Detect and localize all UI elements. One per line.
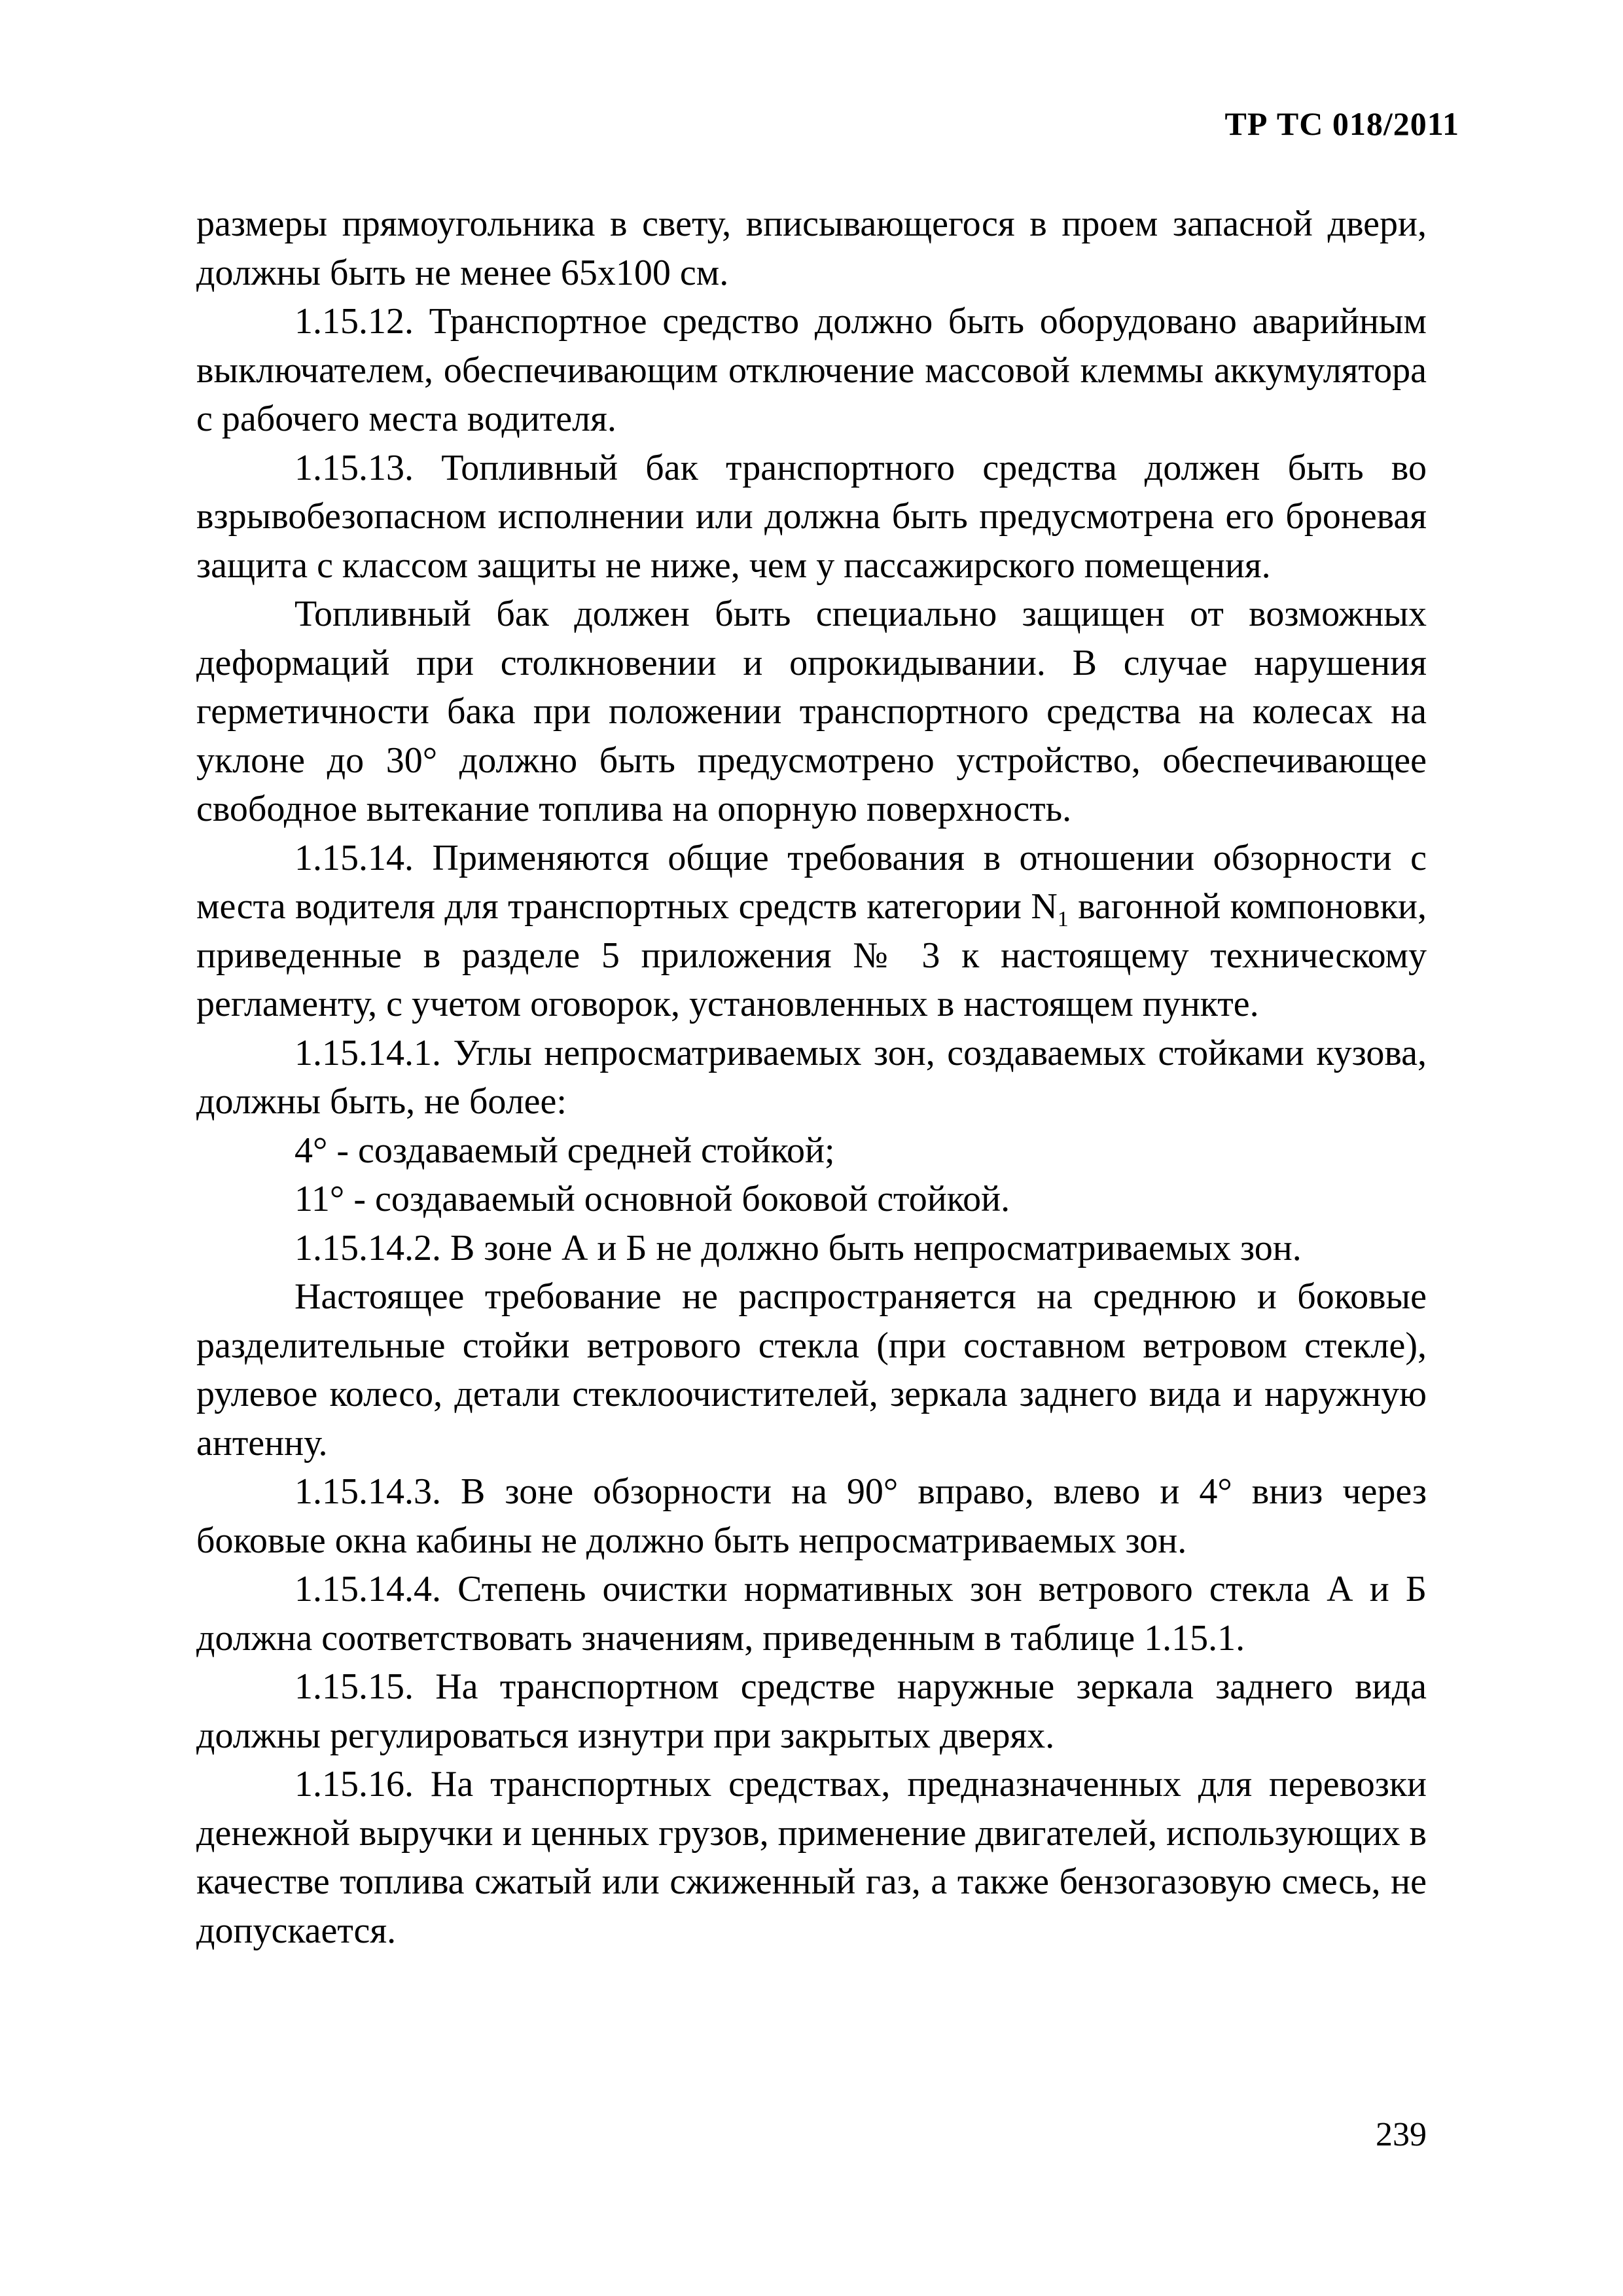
category-subscript: 1: [1057, 907, 1069, 932]
paragraph-1-15-14-1: 1.15.14.1. Углы непросматриваемых зон, создаваемых стойками кузова, должны быть, не более:: [196, 1032, 1427, 1122]
paragraph-1-15-15: 1.15.15. На транспортном средстве наружные зеркала заднего вида должны регулироваться изнутри при закрытых дверях.: [196, 1666, 1427, 1756]
document-body: [196, 200, 1427, 1955]
paragraph-1-15-13: 1.15.13. Топливный бак транспортного средства должен быть во взрывобезопасном исполнении или должна быть предусмотрена его броневая защита с классом защиты не ниже, чем у пассажирского помещения.: [196, 447, 1427, 586]
paragraph-1-15-14: [196, 834, 1427, 1029]
paragraph-1-15-14-4: 1.15.14.4. Степень очистки нормативных зон ветрового стекла А и Б должна соответствовать значениям, приведенным в таблице 1.15.1.: [196, 1569, 1427, 1659]
paragraph-1-15-14-text-start: 1.15.14. Применяются общие требования в отношении обзорности с места водителя для транспортных средств категории N: [196, 837, 1427, 927]
paragraph-angle-middle-pillar: 4° - создаваемый средней стойкой;: [294, 1130, 835, 1171]
paragraph-1-15-12: 1.15.12. Транспортное средство должно быть оборудовано аварийным выключателем, обеспечивающим отключение массовой клеммы аккумулятора с рабочего места водителя.: [196, 301, 1427, 439]
paragraph-1-15-14-3: 1.15.14.3. В зоне обзорности на 90° вправо, влево и 4° вниз через боковые окна кабины не должно быть непросматриваемых зон.: [196, 1471, 1427, 1561]
paragraph-requirement-exception: Настоящее требование не распространяется на среднюю и боковые разделительные стойки ветрового стекла (при составном ветровом стекле), рулевое колесо, детали стеклоочистителей, зеркала заднего вида и наружную антенну.: [196, 1276, 1427, 1463]
paragraph-1-15-14-2: 1.15.14.2. В зоне А и Б не должно быть непросматриваемых зон.: [294, 1227, 1302, 1268]
paragraph-angle-side-pillar: 11° - создаваемый основной боковой стойкой.: [294, 1179, 1010, 1219]
paragraph-continuation: размеры прямоугольника в свету, вписывающегося в проем запасной двери, должны быть не менее 65х100 см.: [196, 204, 1427, 293]
paragraph-fuel-tank: Топливный бак должен быть специально защищен от возможных деформаций при столкновении и опрокидывании. В случае нарушения герметичности бака при положении транспортного средства на колесах на уклоне до 30° должно быть предусмотрено устройство, обеспечивающее свободное вытекание топлива на опорную поверхность.: [196, 594, 1427, 829]
paragraph-1-15-16: 1.15.16. На транспортных средствах, предназначенных для перевозки денежной выручки и ценных грузов, применение двигателей, использующих в качестве топлива сжатый или сжиженный газ, а также бензогазовую смесь, не допускается.: [196, 1764, 1427, 1951]
paragraph-1-15-14-text-end: вагонной компоновки, приведенные в разделе 5 приложения № 3 к настоящему техническому регламенту, с учетом оговорок, установленных в настоящем пункте.: [196, 886, 1427, 1024]
page-number: 239: [1376, 2116, 1427, 2153]
document-code-header: ТР ТС 018/2011: [1224, 105, 1459, 142]
